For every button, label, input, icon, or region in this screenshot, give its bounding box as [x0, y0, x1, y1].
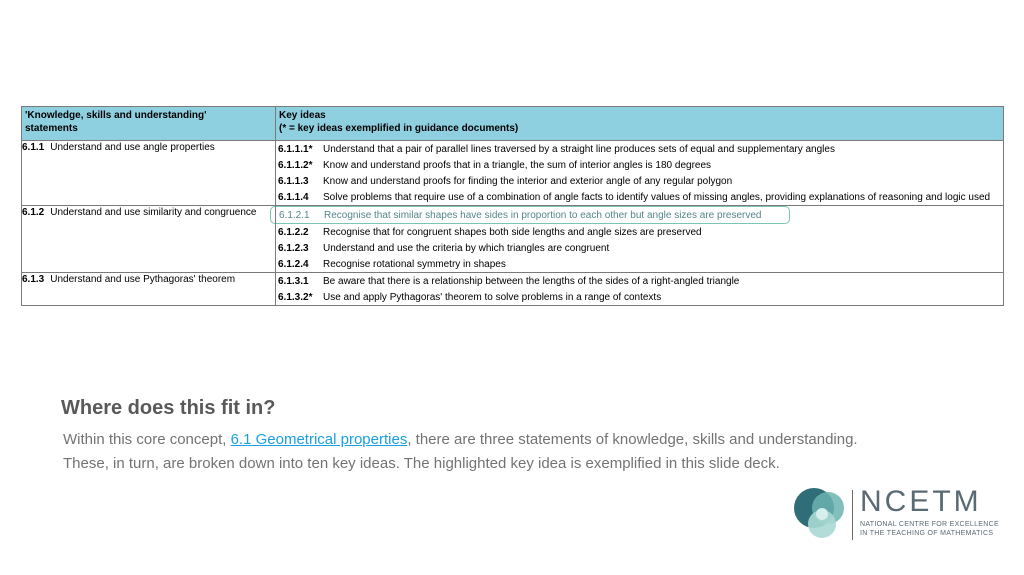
key-idea — [276, 289, 1003, 305]
logo-name: NCETM — [860, 485, 982, 518]
header-key-ideas-line1: Key ideas — [279, 110, 326, 121]
key-idea — [276, 141, 1003, 157]
logo-subtitle-1: NATIONAL CENTRE FOR EXCELLENCE — [860, 521, 999, 528]
key-idea-text: Be aware that there is a relationship between the lengths of the sides of a right-angled triangle — [323, 276, 740, 287]
ideas-cell — [276, 141, 1004, 206]
statement-code: 6.1.3 — [22, 274, 45, 285]
ideas-cell — [276, 273, 1004, 306]
key-idea-code: 6.1.2.3 — [278, 243, 309, 254]
statement-cell — [22, 206, 276, 273]
header-statements — [22, 107, 276, 141]
key-idea-text: Know and understand proofs that in a triangle, the sum of interior angles is 180 degrees — [323, 160, 712, 171]
key-idea — [276, 224, 1003, 240]
key-idea-text: Understand and use the criteria by which triangles are congruent — [323, 243, 610, 254]
section-title: Where does this fit in? — [61, 397, 276, 419]
section-para-2: These, in turn, are broken down into ten key ideas. The highlighted key idea is exemplified in this slide deck. — [63, 455, 780, 472]
key-idea — [276, 273, 1003, 289]
header-key-ideas-line2: (* = key ideas exemplified in guidance documents) — [279, 123, 519, 134]
highlighted-key-idea — [270, 206, 790, 224]
key-ideas-table — [21, 106, 1004, 306]
statement-cell — [22, 273, 276, 306]
table-row — [22, 206, 1004, 273]
key-idea-code: 6.1.2.1 — [279, 210, 310, 221]
ncetm-logo — [790, 485, 999, 544]
statement-code: 6.1.1 — [22, 142, 45, 153]
key-idea-text: Know and understand proofs for finding the interior and exterior angle of any regular polygon — [323, 176, 733, 187]
para1-before: Within this core concept, — [63, 431, 231, 448]
key-idea — [276, 173, 1003, 189]
key-idea-code: 6.1.1.2* — [278, 160, 313, 171]
key-idea — [276, 256, 1003, 272]
key-idea-text: Recognise that for congruent shapes both side lengths and angle sizes are preserved — [323, 227, 702, 238]
key-idea — [276, 157, 1003, 173]
key-idea — [276, 189, 1003, 205]
statement-code: 6.1.2 — [22, 207, 45, 218]
key-idea-code: 6.1.2.4 — [278, 259, 309, 270]
key-idea-code: 6.1.1.4 — [278, 192, 309, 203]
key-idea-text: Understand that a pair of parallel lines traversed by a straight line produces sets of equal and supplementary angles — [323, 144, 835, 155]
header-statements-line1: 'Knowledge, skills and understanding' — [25, 110, 207, 121]
ncetm-circles-icon — [790, 486, 850, 544]
table-row — [22, 273, 1004, 306]
key-idea-text: Recognise rotational symmetry in shapes — [323, 259, 506, 270]
statement-text: Understand and use Pythagoras' theorem — [50, 274, 236, 285]
logo-divider — [852, 490, 853, 540]
section-para-1 — [63, 428, 963, 452]
table-header-row — [22, 107, 1004, 141]
geometrical-properties-link[interactable]: 6.1 Geometrical properties — [230, 431, 408, 448]
section-body — [63, 428, 963, 476]
header-key-ideas — [276, 107, 1004, 141]
key-idea-code: 6.1.2.2 — [278, 227, 309, 238]
key-idea-code: 6.1.1.3 — [278, 176, 309, 187]
statement-text: Understand and use angle properties — [50, 142, 215, 153]
key-idea-text: Use and apply Pythagoras' theorem to solve problems in a range of contexts — [323, 292, 662, 303]
table-row — [22, 141, 1004, 206]
key-idea-code: 6.1.1.1* — [278, 144, 313, 155]
key-idea-text: Solve problems that require use of a combination of angle facts to identify values of missing angles, providing explanations of reasoning and logic used — [323, 192, 991, 203]
para1-after: , there are three statements of knowledge, skills and understanding. — [407, 431, 858, 448]
key-idea-code: 6.1.3.2* — [278, 292, 313, 303]
header-statements-line2: statements — [25, 123, 78, 134]
logo-subtitle-2: IN THE TEACHING OF MATHEMATICS — [860, 530, 994, 537]
statement-cell — [22, 141, 276, 206]
key-idea — [276, 240, 1003, 256]
key-idea-text: Recognise that similar shapes have sides in proportion to each other but angle sizes are preserved — [324, 210, 762, 221]
ideas-cell — [276, 206, 1004, 273]
statement-text: Understand and use similarity and congruence — [50, 207, 257, 218]
key-idea-code: 6.1.3.1 — [278, 276, 309, 287]
